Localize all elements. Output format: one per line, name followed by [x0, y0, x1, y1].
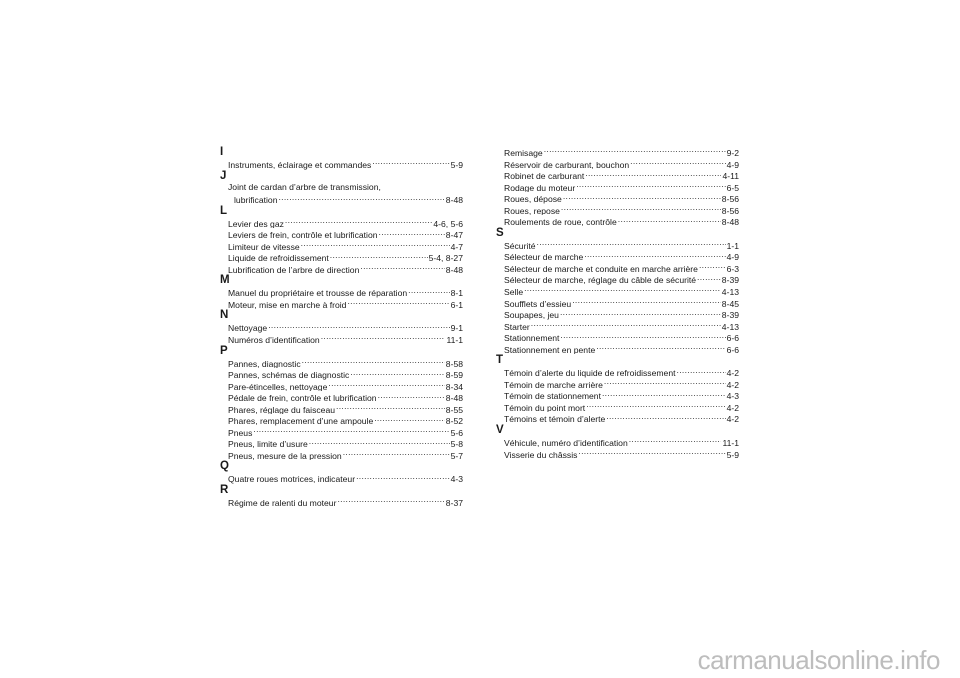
- index-entry-roues-repose: [504, 204, 739, 216]
- entry-page-number: 1-1: [726, 240, 739, 251]
- entry-label: Pannes, schémas de diagnostic: [228, 370, 350, 380]
- entry-page-number: 4-13: [721, 287, 739, 297]
- dot-leader: [278, 193, 444, 203]
- section-letter-r: R: [220, 484, 229, 497]
- entry-page-number: 8-56: [721, 194, 739, 204]
- index-entry-selecteur-de-marche-reglage-du-cable-de-securite: [504, 273, 739, 285]
- index-entry-reservoir-de-carburant-bouchon: [504, 158, 739, 170]
- entry-page-number: 6-5: [726, 182, 739, 193]
- entry-label: Réservoir de carburant, bouchon: [504, 159, 630, 170]
- section-letter-j: J: [220, 169, 227, 182]
- entry-label: Instruments, éclairage et commandes: [228, 160, 372, 170]
- index-entry-temoin-d-alerte-du-liquide-de-refroidissement: [504, 366, 739, 378]
- entry-page-number: 8-48: [445, 393, 463, 403]
- entry-page-number: 8-37: [445, 498, 463, 508]
- index-entry-lubrification-de-l-arbre-de-direction: [228, 263, 463, 275]
- entry-label: Visserie du châssis: [504, 449, 578, 460]
- section-letter-i: I: [220, 146, 224, 158]
- entry-label: Phares, réglage du faisceau: [228, 404, 336, 415]
- dot-leader: [560, 308, 721, 318]
- entry-label: Lubrification de l’arbre de direction: [228, 264, 360, 275]
- entry-page-number: 8-58: [445, 358, 463, 369]
- dot-leader: [285, 217, 432, 227]
- entry-page-number: 8-48: [445, 264, 463, 275]
- section-letter-p: P: [220, 344, 228, 357]
- entry-label: Témoin du point mort: [504, 402, 586, 413]
- entry-label: Quatre roues motrices, indicateur: [228, 474, 356, 485]
- entry-label: Leviers de frein, contrôle et lubrification: [228, 230, 378, 240]
- entry-page-number: 8-39: [721, 310, 739, 320]
- entry-label: Moteur, mise en marche à froid: [228, 299, 347, 310]
- index-entry-nettoyage: [228, 321, 463, 333]
- entry-label: Starter: [504, 321, 530, 332]
- entry-page-number: 11-1: [722, 438, 739, 448]
- entry-page-number: 4-6, 5-6: [433, 218, 463, 229]
- entry-label: Soupapes, jeu: [504, 310, 559, 320]
- dot-leader: [356, 472, 450, 482]
- entry-label: Soufflets d’essieu: [504, 298, 572, 309]
- index-entry-liquide-de-refroidissement: [228, 251, 463, 263]
- entry-page-number: 9-1: [450, 323, 463, 334]
- dot-leader: [321, 333, 446, 343]
- entry-page-number: 4-3: [726, 391, 739, 401]
- index-entry-leviers-de-frein-controle-et-lubrification: [228, 228, 463, 240]
- index-entry-visserie-du-chassis: [504, 448, 739, 460]
- index-entry-temoins-et-temoin-d-alerte: [504, 412, 739, 424]
- dot-leader: [697, 273, 721, 283]
- entry-page-number: 5-9: [726, 449, 739, 460]
- entry-label: Témoin de stationnement: [504, 391, 601, 401]
- index-entry-pneus: [228, 426, 463, 438]
- index-entry-stationnement-en-pente: [504, 343, 739, 355]
- index-entry-lubrification: [234, 193, 463, 205]
- section-letter-q: Q: [220, 460, 229, 473]
- dot-leader: [328, 380, 444, 390]
- index-entry-roulements-de-roue-controle: [504, 215, 739, 227]
- index-entry-levier-des-gaz: [228, 217, 463, 229]
- entry-page-number: 4-2: [726, 368, 739, 378]
- entry-page-number: 5-7: [450, 450, 463, 461]
- dot-leader: [374, 414, 445, 424]
- section-letter-t: T: [496, 354, 504, 367]
- dot-leader: [560, 331, 725, 341]
- section-letter-m: M: [220, 274, 230, 287]
- section-letter-s: S: [496, 226, 504, 239]
- dot-leader: [629, 436, 722, 446]
- dot-leader: [544, 146, 726, 156]
- index-entry-robinet-de-carburant: [504, 169, 739, 181]
- entry-page-number: 8-59: [445, 370, 463, 380]
- index-entry-pannes-schemas-de-diagnostic: [228, 368, 463, 380]
- watermark-text: carmanualsonline.info: [697, 645, 940, 675]
- entry-label: Témoins et témoin d’alerte: [504, 414, 606, 425]
- dot-leader: [336, 403, 445, 413]
- entry-page-number: 4-7: [450, 241, 463, 252]
- entry-page-number: 8-47: [445, 230, 463, 240]
- entry-page-number: 6-1: [450, 299, 463, 310]
- dot-leader: [572, 297, 721, 307]
- entry-label: Selle: [504, 287, 524, 297]
- index-entry-manuel-du-proprietaire-et-trousse-de-reparation: [228, 286, 463, 298]
- entry-label: Roues, dépose: [504, 194, 562, 204]
- index-entry-temoin-de-marche-arriere: [504, 378, 739, 390]
- index-entry-pannes-diagnostic: [228, 357, 463, 369]
- index-entry-pneus-limite-d-usure: [228, 437, 463, 449]
- index-column-right: [497, 146, 739, 459]
- index-entry-selle: [504, 285, 739, 297]
- entry-label: Rodage du moteur: [504, 182, 576, 193]
- section-letter-n: N: [220, 309, 229, 322]
- index-entry-temoin-de-stationnement: [504, 389, 739, 401]
- index-entry-pneus-mesure-de-la-pression: [228, 449, 463, 461]
- dot-leader: [372, 158, 449, 168]
- entry-page-number: 4-13: [721, 321, 739, 332]
- entry-page-number: 4-9: [726, 252, 739, 262]
- index-entry-numeros-d-identification: [228, 333, 463, 345]
- index-entry-pedale-de-frein-controle-et-lubrification: [228, 391, 463, 403]
- index-entry-securite: [504, 239, 739, 251]
- index-entry-pare-etincelles-nettoyage: [228, 380, 463, 392]
- index-entry-quatre-roues-motrices-indicateur: [228, 472, 463, 484]
- dot-leader: [578, 448, 725, 458]
- dot-leader: [618, 215, 721, 225]
- section-letter-v: V: [496, 424, 504, 437]
- dot-leader: [537, 239, 726, 249]
- index-entry-starter: [504, 320, 739, 332]
- entry-page-number: 8-55: [445, 404, 463, 415]
- entry-label: Sélecteur de marche: [504, 252, 584, 262]
- dot-leader: [268, 321, 449, 331]
- entry-page-number: 5-4, 8-27: [428, 253, 463, 263]
- entry-label: Véhicule, numéro d’identification: [504, 438, 628, 448]
- entry-label: Phares, remplacement d’une ampoule: [228, 416, 374, 426]
- entry-page-number: 8-45: [721, 298, 739, 309]
- dot-leader: [524, 285, 721, 295]
- index-entry-roues-depose: [504, 192, 739, 204]
- index-entry-stationnement: [504, 331, 739, 343]
- dot-leader: [350, 368, 444, 378]
- dot-leader: [253, 426, 449, 436]
- index-entry-temoin-du-point-mort: [504, 401, 739, 413]
- index-entry-soufflets-d-essieu: [504, 297, 739, 309]
- index-entry-limiteur-de-vitesse: [228, 240, 463, 252]
- entry-label: Nettoyage: [228, 323, 268, 334]
- entry-label: Sélecteur de marche, réglage du câble de sécurité: [504, 275, 697, 286]
- entry-label: Robinet de carburant: [504, 171, 585, 181]
- entry-label: Remisage: [504, 148, 543, 158]
- entry-label: Régime de ralenti du moteur: [228, 498, 337, 508]
- dot-leader: [337, 496, 444, 506]
- entry-page-number: 6-6: [726, 333, 739, 343]
- entry-page-number: 8-1: [450, 288, 463, 298]
- entry-page-number: 4-11: [722, 171, 739, 181]
- dot-leader: [531, 320, 721, 330]
- entry-page-number: 8-39: [721, 275, 739, 286]
- index-entry-soupapes-jeu: [504, 308, 739, 320]
- dot-leader: [586, 401, 725, 411]
- dot-leader: [309, 437, 450, 447]
- entry-label: Sécurité: [504, 240, 536, 251]
- entry-page-number: 4-9: [726, 159, 739, 170]
- entry-page-number: 5-8: [450, 439, 463, 449]
- index-entry-rodage-du-moteur: [504, 181, 739, 193]
- entry-page-number: 4-2: [726, 379, 739, 390]
- index-entry-remisage: [504, 146, 739, 158]
- dot-leader: [563, 192, 721, 202]
- dot-leader: [585, 169, 721, 179]
- entry-label: Pneus: [228, 427, 253, 438]
- entry-page-number: 6-6: [726, 344, 739, 355]
- entry-page-number: 8-48: [445, 195, 463, 205]
- entry-label: Liquide de refroidissement: [228, 253, 329, 263]
- dot-leader: [330, 251, 428, 261]
- dot-leader: [343, 449, 450, 459]
- entry-label: Témoin de marche arrière: [504, 379, 603, 390]
- index-entry-vehicule-numero-d-identification: [504, 436, 739, 448]
- entry-label: Roulements de roue, contrôle: [504, 217, 617, 227]
- dot-leader: [302, 357, 445, 367]
- section-letter-l: L: [220, 204, 228, 217]
- dot-leader: [596, 343, 725, 353]
- entry-label: Joint de cardan d’arbre de transmission,: [228, 181, 381, 192]
- index-entry-joint-de-cardan-d-arbre-de-transmission: [228, 182, 463, 194]
- dot-leader: [379, 228, 445, 238]
- entry-label: Sélecteur de marche et conduite en marche arrière: [504, 263, 698, 274]
- dot-leader: [584, 250, 725, 260]
- dot-leader: [378, 391, 445, 401]
- dot-leader: [677, 366, 726, 376]
- index-entry-selecteur-de-marche-et-conduite-en-marche-arriere: [504, 262, 739, 274]
- dot-leader: [347, 298, 449, 308]
- entry-label: Pneus, mesure de la pression: [228, 450, 342, 461]
- entry-label: Manuel du propriétaire et trousse de réparation: [228, 288, 408, 298]
- index-entry-phares-reglage-du-faisceau: [228, 403, 463, 415]
- entry-page-number: 11-1: [446, 335, 463, 345]
- entry-label: Pare-étincelles, nettoyage: [228, 381, 328, 392]
- dot-leader: [301, 240, 450, 250]
- entry-page-number: 6-3: [726, 263, 739, 274]
- entry-label: Pédale de frein, contrôle et lubrification: [228, 393, 377, 403]
- index-entry-moteur-mise-en-marche-a-froid: [228, 298, 463, 310]
- dot-leader: [699, 262, 726, 272]
- entry-label: Pneus, limite d’usure: [228, 439, 308, 449]
- index-column-left: [221, 146, 463, 508]
- entry-label: Stationnement en pente: [504, 344, 596, 355]
- dot-leader: [630, 158, 725, 168]
- entry-page-number: 9-2: [726, 148, 739, 158]
- entry-page-number: 4-2: [726, 414, 739, 425]
- index-entry-instruments-eclairage-et-commandes: [228, 158, 463, 170]
- entry-page-number: 4-2: [726, 402, 739, 413]
- entry-page-number: 4-3: [450, 474, 463, 485]
- dot-leader: [606, 412, 725, 422]
- entry-label: Stationnement: [504, 333, 560, 343]
- entry-page-number: 8-48: [721, 217, 739, 227]
- dot-leader: [604, 378, 726, 388]
- entry-label: Levier des gaz: [228, 218, 284, 229]
- entry-page-number: 8-56: [721, 205, 739, 216]
- entry-label: Pannes, diagnostic: [228, 358, 301, 369]
- entry-label: lubrification: [234, 195, 278, 205]
- entry-label: Roues, repose: [504, 205, 560, 216]
- entry-page-number: 8-34: [445, 381, 463, 392]
- entry-label: Numéros d’identification: [228, 335, 320, 345]
- dot-leader: [561, 204, 721, 214]
- entry-label: Témoin d’alerte du liquide de refroidissement: [504, 368, 676, 378]
- index-entry-regime-de-ralenti-du-moteur: [228, 496, 463, 508]
- entry-page-number: 5-9: [450, 160, 463, 170]
- entry-page-number: 5-6: [450, 427, 463, 438]
- dot-leader: [602, 389, 726, 399]
- index-entry-phares-remplacement-d-une-ampoule: [228, 414, 463, 426]
- dot-leader: [360, 263, 444, 273]
- dot-leader: [576, 181, 725, 191]
- dot-leader: [408, 286, 449, 296]
- index-entry-selecteur-de-marche: [504, 250, 739, 262]
- entry-page-number: 8-52: [445, 416, 463, 426]
- entry-label: Limiteur de vitesse: [228, 241, 300, 252]
